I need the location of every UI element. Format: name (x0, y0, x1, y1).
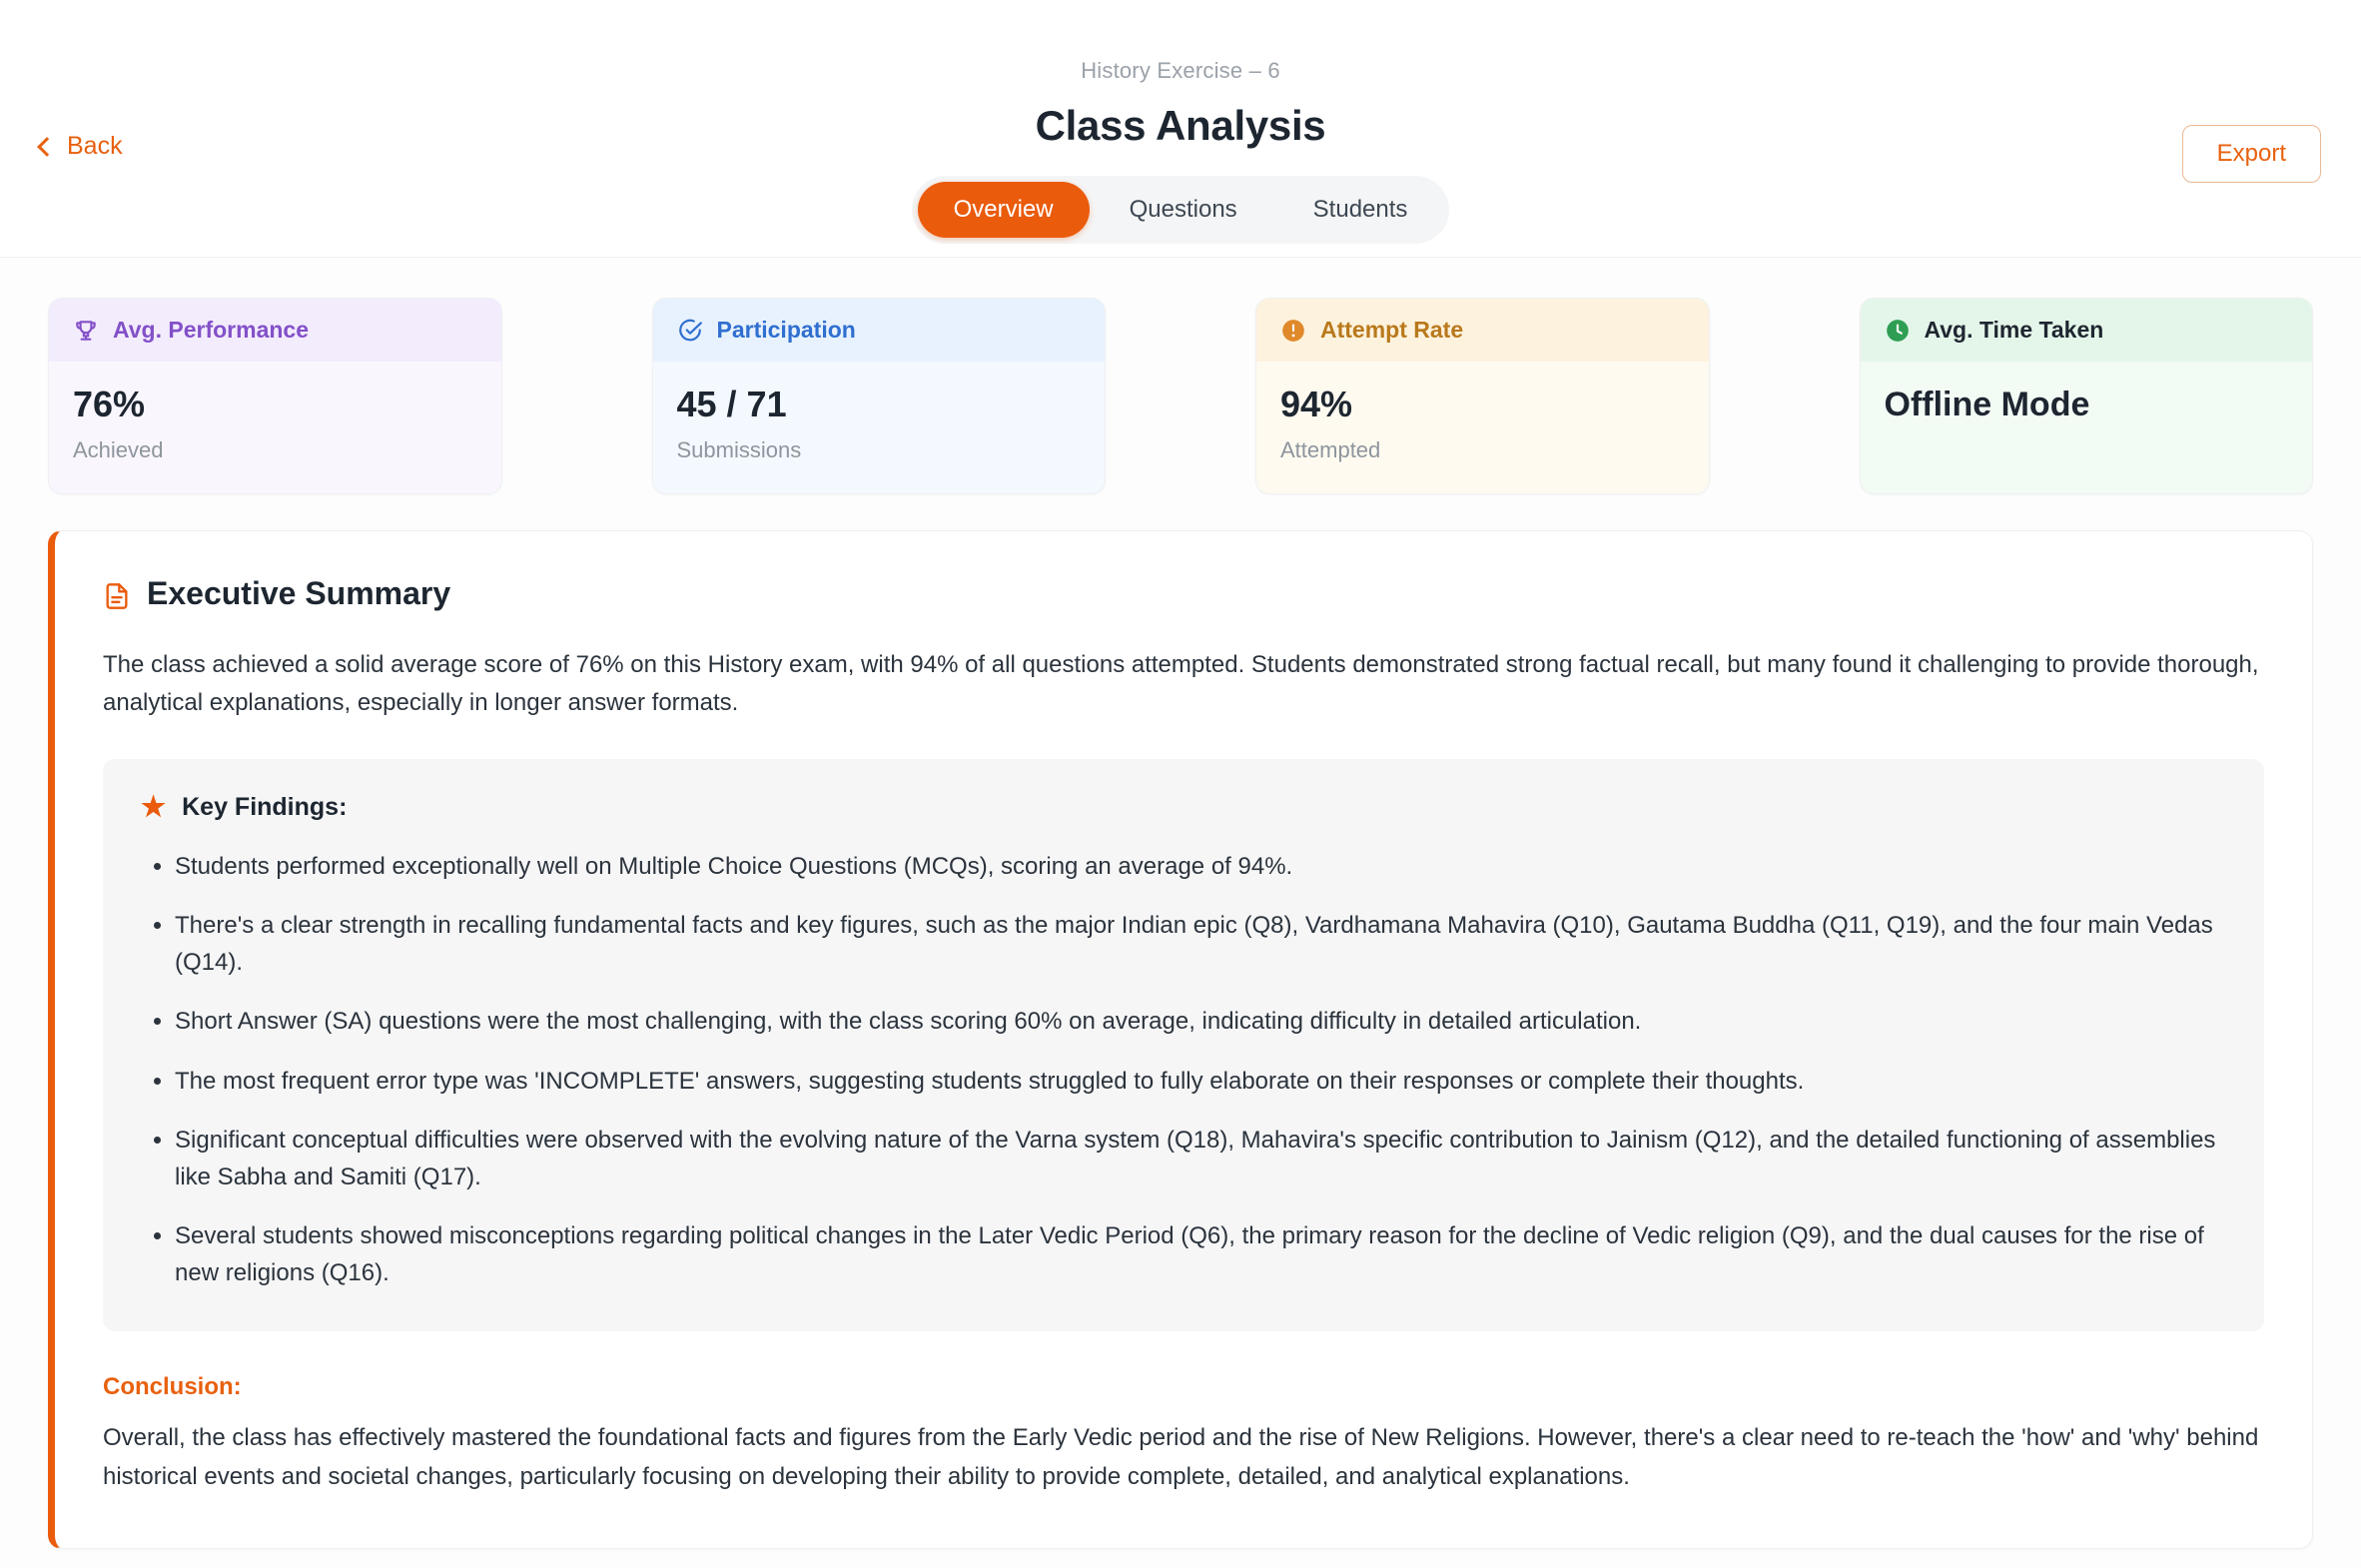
list-item: • Students performed exceptionally well on Multiple Choice Questions (MCQs), scoring an average of 94%. (175, 848, 2226, 885)
stat-card-body (1861, 362, 2313, 466)
stat-value: Offline Mode (1884, 386, 2090, 423)
conclusion-label: Conclusion: (103, 1373, 242, 1401)
tab-bar (912, 176, 1450, 244)
stat-label: Participation (716, 317, 856, 343)
stat-card-header (1256, 299, 1709, 362)
star-icon: ★ (141, 791, 167, 823)
list-item: • Significant conceptual difficulties were observed with the evolving nature of the Varna system (Q18), Mahavira's specific contribution to Jainism (Q12), and the detailed functioning of assemblies like Sabha and Samiti (Q17). (175, 1122, 2226, 1195)
stat-value: 45 / 71 (676, 384, 787, 424)
header-center (731, 58, 1630, 244)
stat-card-header (1861, 299, 2313, 362)
conclusion-text: Overall, the class has effectively mastered the foundational facts and figures from the Early Vedic period and the rise of New Religions. However, there's a clear need to re-teach the 'how' and 'why' behind historical events and societal changes, particularly focusing on developing their ability to provide complete, detailed, and analytical explanations. (103, 1424, 2259, 1490)
key-findings-label: Key Findings: (182, 792, 348, 821)
stat-cards (0, 258, 2361, 494)
stat-card-avg-time-taken (1860, 298, 2314, 494)
back-button-label: Back (67, 132, 123, 160)
page-header (0, 0, 2361, 258)
tab-students[interactable]: Students (1312, 196, 1408, 223)
summary-heading (103, 575, 2264, 612)
key-findings-heading (141, 793, 2226, 822)
stat-sub: Attempted (1280, 437, 1381, 462)
stat-label: Avg. Performance (113, 317, 309, 343)
check-circle-icon (677, 318, 703, 344)
clock-icon (1885, 318, 1911, 344)
alert-circle-icon (1280, 318, 1306, 344)
back-button[interactable] (40, 132, 123, 161)
stat-value: 94% (1280, 384, 1353, 424)
tab-questions[interactable]: Questions (1129, 196, 1237, 223)
stat-value: 76% (73, 384, 146, 424)
stat-label: Avg. Time Taken (1924, 317, 2104, 343)
stat-card-body (1256, 362, 1709, 493)
page-title: Class Analysis (1035, 102, 1326, 149)
stat-sub: Submissions (676, 437, 802, 462)
stat-card-participation (652, 298, 1107, 494)
list-item: • Several students showed misconceptions regarding political changes in the Later Vedic Period (Q6), the primary reason for the decline of Vedic religion (Q9), and the dual causes for the rise of new religions (Q16). (175, 1217, 2226, 1291)
summary-intro-text: The class achieved a solid average score of 76% on this History exam, with 94% of all questions attempted. Students demonstrated strong factual recall, but many found it challenging to provide thorough, analytical explanations, especially in longer answer formats. (103, 651, 2259, 717)
stat-card-header (49, 299, 501, 362)
key-findings-box (103, 759, 2264, 1332)
summary-title-text: Executive Summary (147, 575, 451, 611)
tab-overview[interactable]: Overview (918, 182, 1090, 238)
chevron-left-icon (37, 137, 57, 157)
stat-card-header (653, 299, 1106, 362)
list-item: • The most frequent error type was 'INCOMPLETE' answers, suggesting students struggled to fully elaborate on their responses or complete their thoughts. (175, 1063, 2226, 1100)
list-item: • There's a clear strength in recalling fundamental facts and key figures, such as the major Indian epic (Q8), Vardhamana Mahavira (Q10), Gautama Buddha (Q11, Q19), and the four main Vedas (Q14). (175, 907, 2226, 981)
stat-card-avg-performance (48, 298, 502, 494)
stat-label: Attempt Rate (1320, 317, 1464, 343)
key-findings-list (141, 848, 2226, 1292)
stat-card-body (653, 362, 1106, 493)
executive-summary-panel (48, 530, 2313, 1549)
breadcrumb: History Exercise – 6 (1081, 58, 1280, 83)
document-icon (103, 581, 129, 607)
stat-sub: Achieved (73, 437, 164, 462)
stat-card-attempt-rate (1255, 298, 1710, 494)
export-button[interactable]: Export (2182, 125, 2321, 183)
trophy-icon (73, 318, 99, 344)
list-item: • Short Answer (SA) questions were the most challenging, with the class scoring 60% on average, indicating difficulty in detailed articulation. (175, 1003, 2226, 1040)
stat-card-body (49, 362, 501, 493)
